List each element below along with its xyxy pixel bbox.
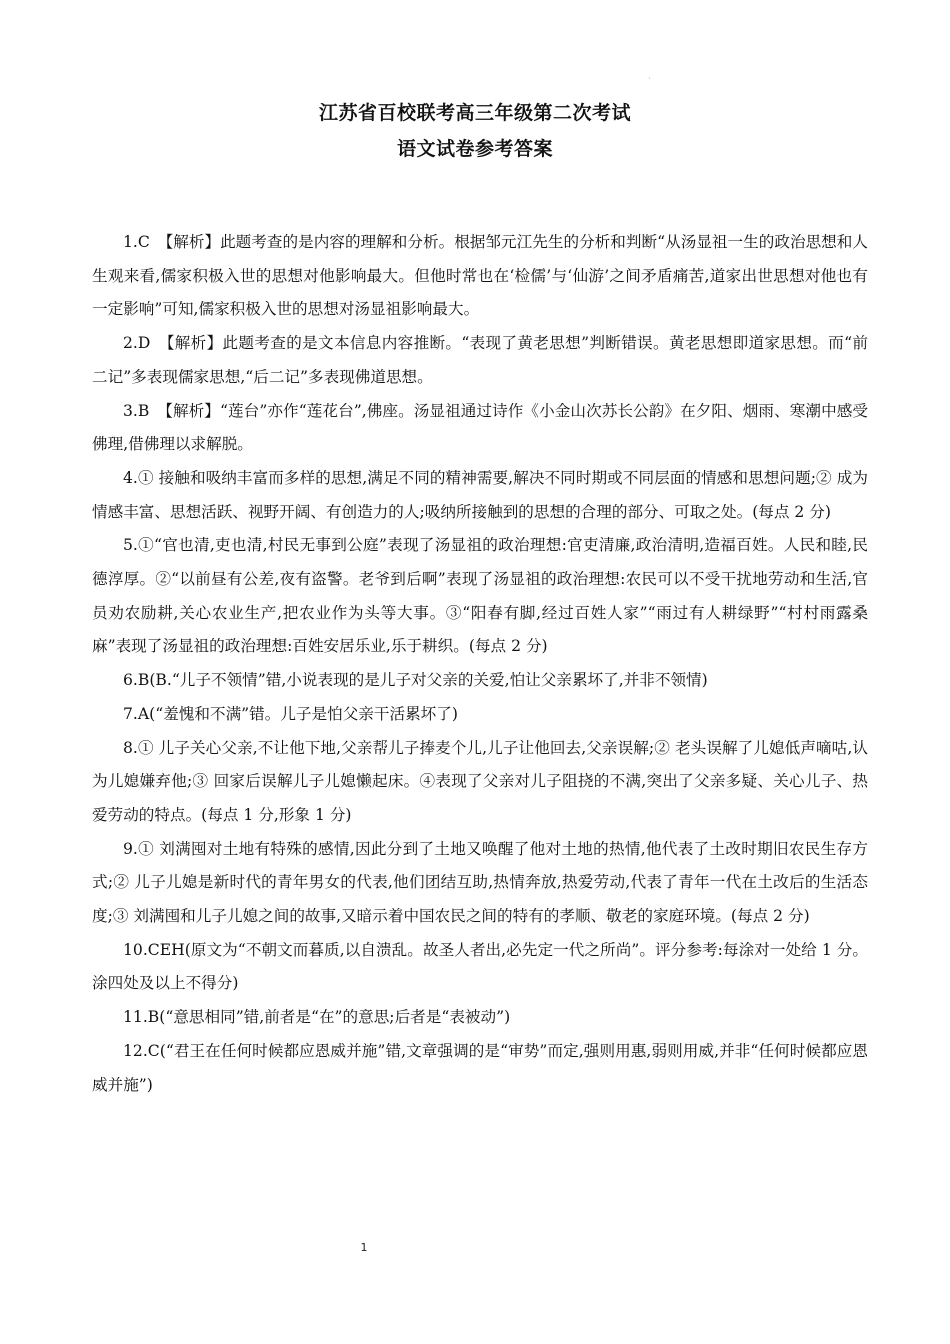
answer-item-12: 12.C(“君王在任何时候都应恩威并施”错,文章强调的是“审势”而定,强则用惠,弱则用威,并非“任何时候都应恩威并施”) (92, 1041, 868, 1094)
page-number: 1 (360, 1241, 368, 1254)
exam-title: 江苏省百校联考高三年级第二次考试 (318, 102, 631, 124)
answer-item-6: 6.B(B.“儿子不领情”错,小说表现的是儿子对父亲的关爱,怕让父亲累坏了,并非不领情) (123, 671, 708, 690)
answer-key-subtitle: 语文试卷参考答案 (396, 138, 553, 160)
answer-item-4: 4.① 接触和吸纳丰富而多样的思想,满足不同的精神需要,解决不同时期或不同层面的情感和思想问题;② 成为情感丰富、思想活跃、视野开阔、有创造力的人;吸纳所接触到的思想的合理的部分、可取之处。(每点 2 分) (92, 468, 868, 521)
answer-list (92, 226, 868, 1102)
answer-item-11: 11.B(“意思相同”错,前者是“在”的意思;后者是“表被动”) (123, 1008, 511, 1027)
answer-item-5: 5.①“官也清,吏也清,村民无事到公庭”表现了汤显祖的政治理想:官吏清廉,政治清明,造福百姓。人民和睦,民德淳厚。②“以前昼有公差,夜有盗警。老爷到后啊”表现了汤显祖的政治理想:农民可以不受干扰地劳动和生活,官员劝农励耕,关心农业生产,把农业作为头等大事。③“阳春有脚,经过百姓人家”“雨过有人耕绿野”“村村雨露桑麻”表现了汤显祖的政治理想:百姓安居乐业,乐于耕织。(每点 2 分) (92, 536, 868, 656)
answer-item-8: 8.① 儿子关心父亲,不让他下地,父亲帮儿子捧麦个儿,儿子让他回去,父亲误解;② 老头误解了儿媳低声嘀咕,认为儿媳嫌弃他;③ 回家后误解儿子儿媳懒起床。④表现了父亲对儿子阻挠的不满,突出了父亲多疑、关心儿子、热爱劳动的特点。(每点 1 分,形象 1 分) (92, 738, 868, 824)
answer-item-10: 10.CEH(原文为“不朝文而暮质,以自溃乱。故圣人者出,必先定一代之所尚”。评分参考:每涂对一处给 1 分。涂四处及以上不得分) (92, 940, 868, 993)
answer-item-7: 7.A(“羞愧和不满”错。儿子是怕父亲干活累坏了) (123, 704, 458, 723)
scan-mark: · (648, 74, 651, 83)
answer-item-2: 2.D 【解析】此题考查的是文本信息内容推断。“表现了黄老思想”判断错误。黄老思想即道家思想。而“前二记”多表现儒家思想,“后二记”多表现佛道思想。 (92, 334, 868, 386)
answer-item-9: 9.① 刘满囤对土地有特殊的感情,因此分到了土地又唤醒了他对土地的热情,他代表了土改时期旧农民生存方式;② 儿子儿媳是新时代的青年男女的代表,他们团结互助,热情奔放,热爱劳动,代表了青年一代在土改后的生活态度;③ 刘满囤和儿子儿媳之间的故事,又暗示着中国农民之间的特有的孝顺、敬老的家庭环境。(每点 2 分) (92, 839, 868, 926)
answer-item-3: 3.B 【解析】“莲台”亦作“莲花台”,佛座。汤显祖通过诗作《小金山次苏长公韵》在夕阳、烟雨、寒潮中感受佛理,借佛理以求解脱。 (92, 401, 868, 454)
answer-item-1: 1.C 【解析】此题考查的是内容的理解和分析。根据邹元江先生的分析和判断“从汤显祖一生的政治思想和人生观来看,儒家积极入世的思想对他影响最大。但他时常也在‘检儒’与‘仙游’之间矛盾痛苦,道家出世思想对他也有一定影响”可知,儒家积极入世的思想对汤显祖影响最大。 (92, 233, 868, 319)
